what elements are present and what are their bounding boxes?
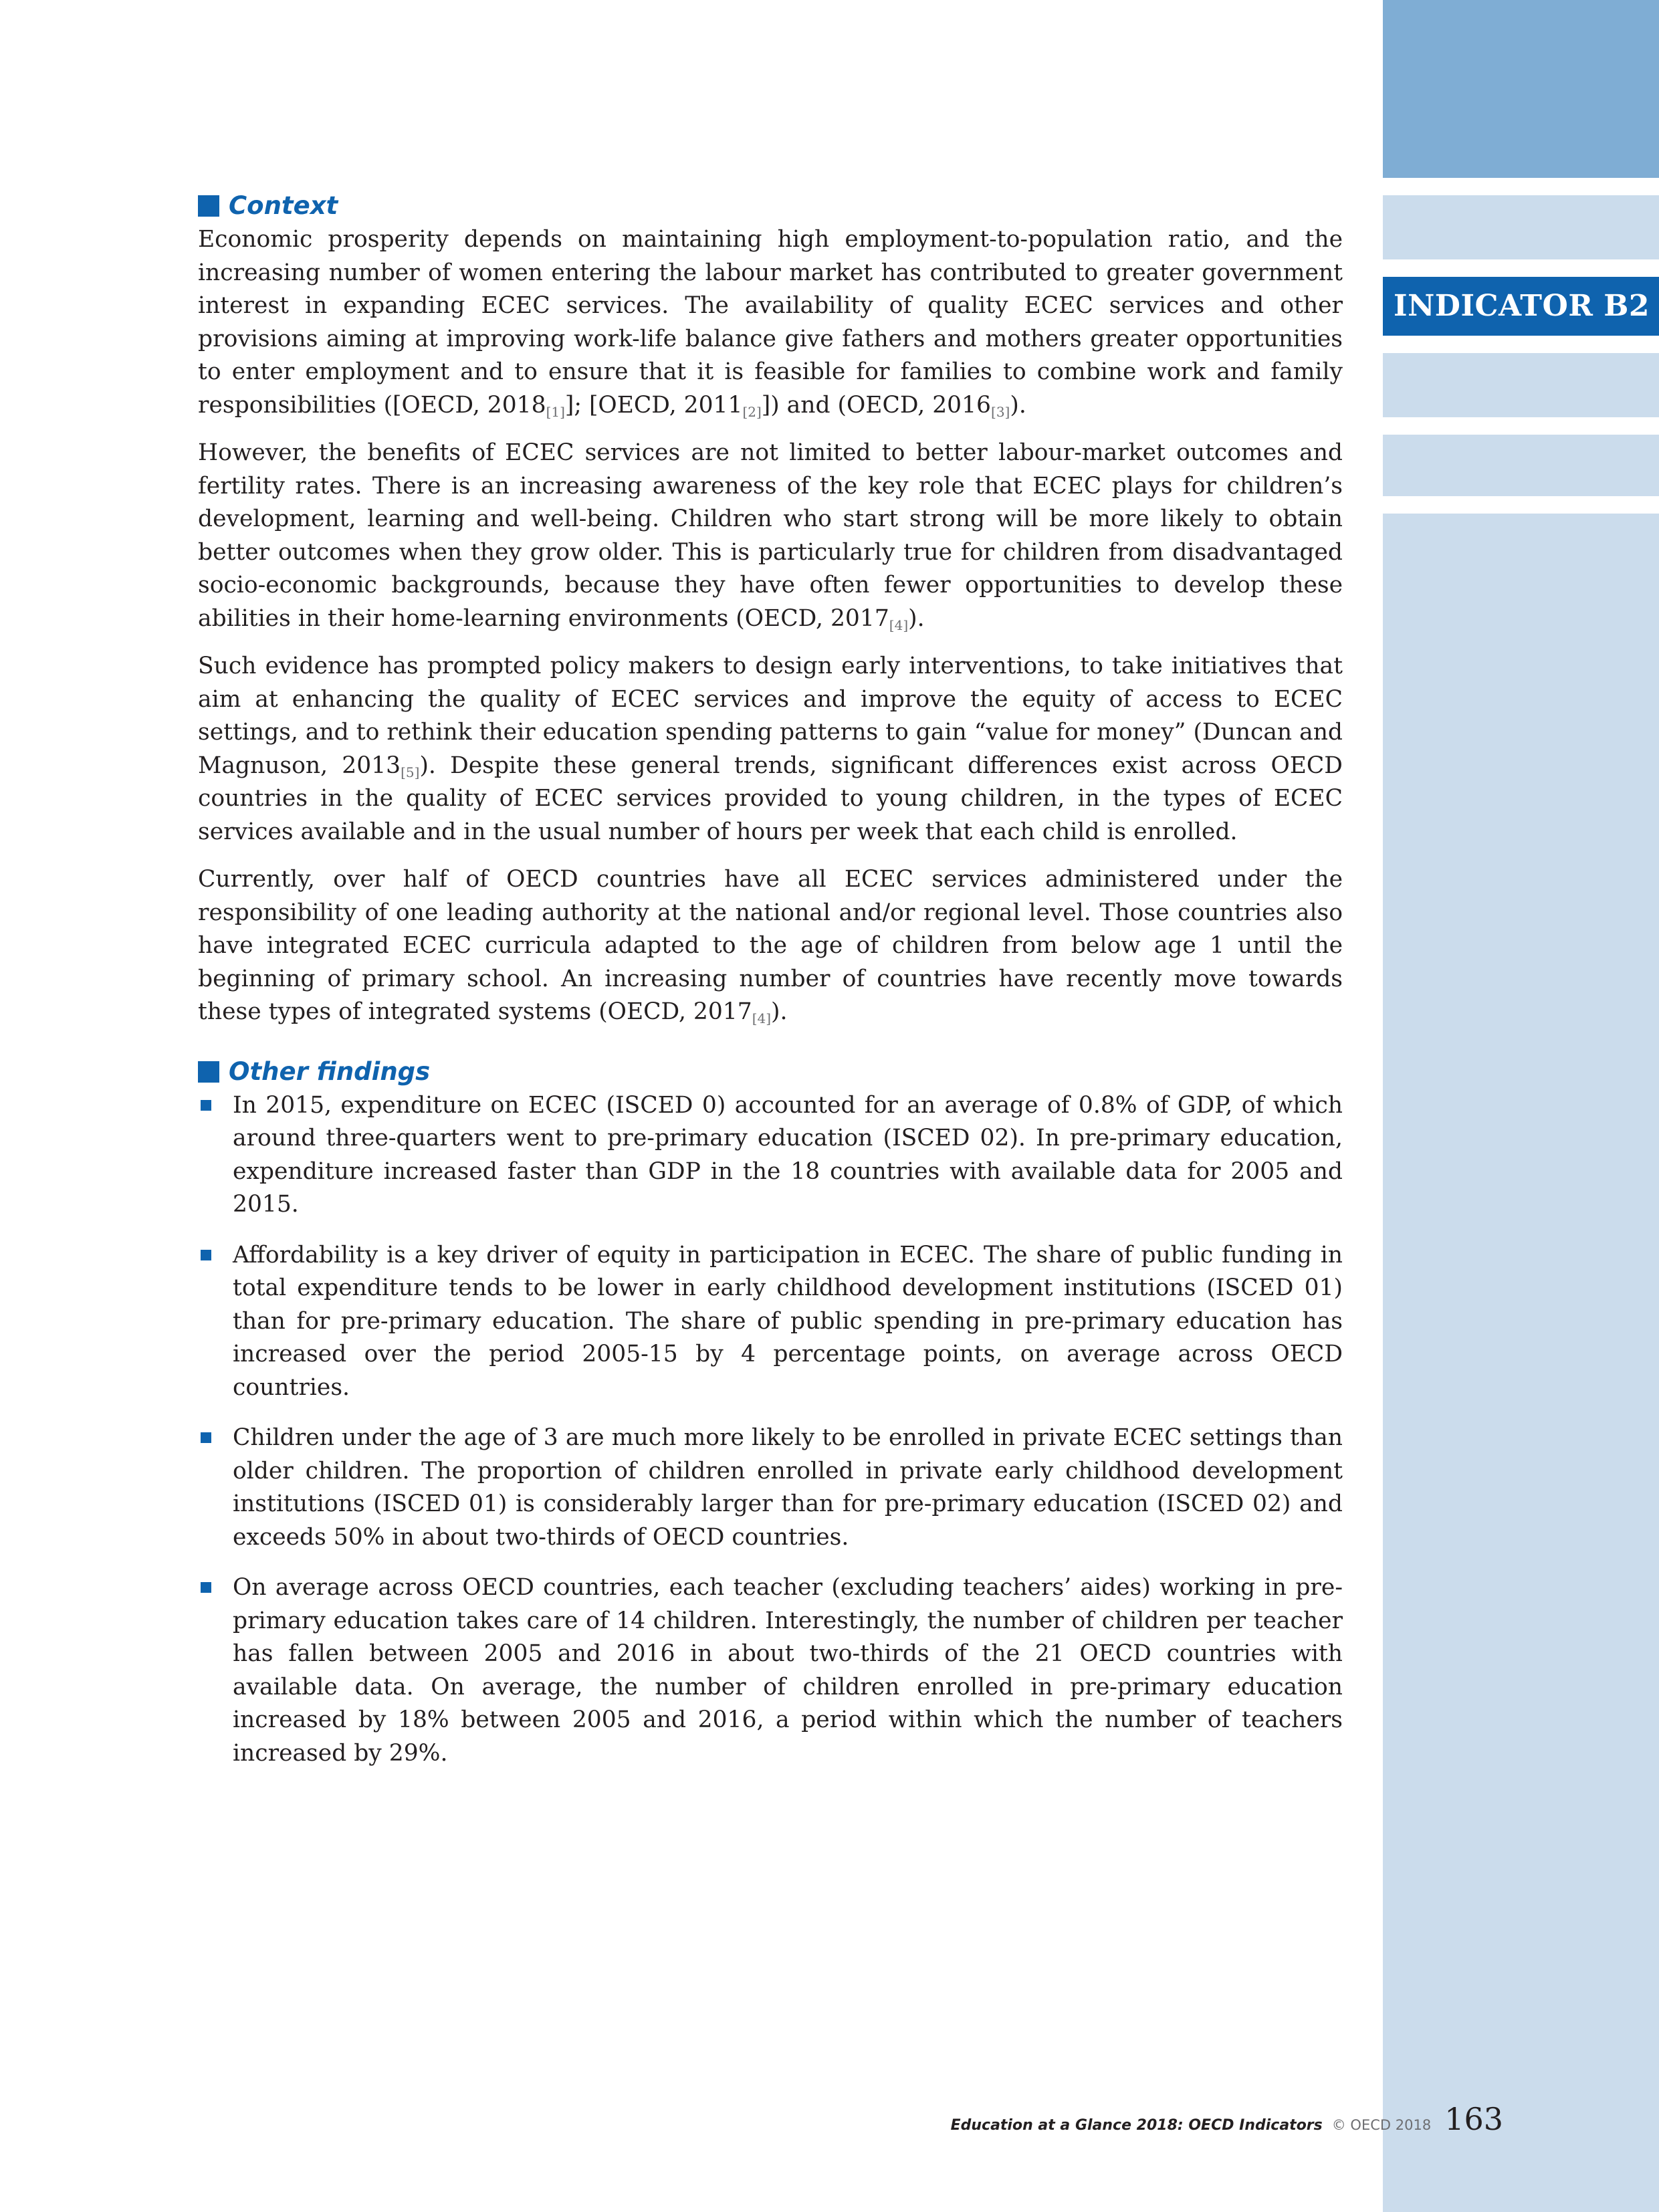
paragraph-text: Economic prosperity depends on maintaining high employment-to-population ratio, and the increasing number of women entering the labour market has contributed to greater government interest in expanding ECEC services. The availability of quality ECEC services and other provisions aiming at improving work-life balance give fathers and mothers greater opportunities to enter employment and to ensure that it is feasible for families to combine work and family responsibilities ([OECD, 2018: [198, 226, 1343, 419]
sidebar-divider: [1383, 496, 1659, 514]
finding-item: [198, 1571, 1343, 1770]
context-section: [198, 223, 1343, 1029]
page-footer: [869, 2101, 1503, 2141]
finding-item: [198, 1422, 1343, 1554]
indicator-label: INDICATOR B2: [1383, 277, 1659, 336]
page-number: 163: [1444, 2101, 1503, 2137]
sidebar-divider: [1383, 417, 1659, 435]
findings-list: [198, 1089, 1343, 1771]
paragraph-text: ). Despite these general trends, significant differences exist across OECD countries in the quality of ECEC services provided to young children, in the types of ECEC services available and in the usual number of hours per week that each child is enrolled.: [198, 752, 1343, 845]
sidebar-divider: [1383, 259, 1659, 277]
reference-marker: [5]: [401, 764, 420, 780]
paragraph-text: Currently, over half of OECD countries have all ECEC services administered under the responsibility of one leading authority at the national and/or regional level. Those countries also have integrated ECEC curricula adapted to the age of children from below age 1 until the beginning of primary school. An increasing number of countries have recently move towards these types of integrated systems (OECD, 2017: [198, 866, 1343, 1025]
heading-square-icon: [198, 195, 219, 217]
publication-title: Education at a Glance 2018: OECD Indicators: [950, 2117, 1323, 2134]
context-paragraph: [198, 437, 1343, 635]
paragraph-text: ]) and (OECD, 2016: [761, 391, 992, 419]
bullet-square-icon: [201, 1100, 211, 1111]
finding-item: [198, 1089, 1343, 1222]
bullet-square-icon: [201, 1250, 211, 1260]
sidebar-divider: [1383, 336, 1659, 353]
reference-marker: [3]: [991, 403, 1010, 420]
reference-marker: [4]: [889, 617, 909, 633]
reference-marker: [2]: [742, 403, 762, 420]
paragraph-text: However, the benefits of ECEC services are not limited to better labour-market outcomes and fertility rates. There is an increasing awareness of the key role that ECEC plays for children’s development, learning and well-being. Children who start strong will be more likely to obtain better outcomes when they grow older. This is particularly true for children from disadvantaged socio-economic backgrounds, because they have often fewer opportunities to develop these abilities in their home-learning environments (OECD, 2017: [198, 439, 1343, 632]
heading-square-icon: [198, 1061, 219, 1083]
context-paragraph: [198, 223, 1343, 422]
paragraph-text: ).: [908, 604, 925, 632]
paragraph-text: ).: [1010, 391, 1026, 419]
main-content: [198, 190, 1343, 1787]
bullet-square-icon: [201, 1582, 211, 1593]
finding-item: [198, 1239, 1343, 1405]
finding-text: Affordability is a key driver of equity in participation in ECEC. The share of public funding in total expenditure tends to be lower in early childhood development institutions (ISCED 01) than for pre-primary education. The share of public spending in pre-primary education has increased over the period 2005-15 by 4 percentage points, on average across OECD countries.: [233, 1241, 1343, 1401]
finding-text: Children under the age of 3 are much more likely to be enrolled in private ECEC settings than older children. The proportion of children enrolled in private early childhood development institutions (ISCED 01) is considerably larger than for pre-primary education (ISCED 02) and exceeds 50% in about two-thirds of OECD countries.: [233, 1424, 1343, 1551]
context-heading: [198, 190, 1343, 222]
bullet-square-icon: [201, 1432, 211, 1443]
context-paragraph: [198, 863, 1343, 1029]
context-heading-text: Context: [229, 191, 338, 220]
sidebar-divider: [1383, 178, 1659, 195]
other-findings-heading-text: Other findings: [229, 1057, 431, 1086]
sidebar-top-block: [1383, 0, 1659, 178]
finding-text: On average across OECD countries, each teacher (excluding teachers’ aides) working in pre-primary education takes care of 14 children. Interestingly, the number of children per teacher has fallen between 2005 and 2016 in about two-thirds of the 21 OECD countries with available data. On average, the number of children enrolled in pre-primary education increased by 18% between 2005 and 2016, a period within which the number of teachers increased by 29%.: [233, 1574, 1343, 1767]
reference-marker: [1]: [546, 403, 565, 420]
paragraph-text: Such evidence has prompted policy makers to design early interventions, to take initiatives that aim at enhancing the quality of ECEC services and improve the equity of access to ECEC settings, and to rethink their education spending patterns to gain “value for money” (Duncan and Magnuson, 2013: [198, 653, 1343, 779]
paragraph-text: ]; [OECD, 2011: [564, 391, 743, 419]
finding-text: In 2015, expenditure on ECEC (ISCED 0) accounted for an average of 0.8% of GDP, of which around three-quarters went to pre-primary education (ISCED 02). In pre-primary education, expenditure increased faster than GDP in the 18 countries with available data for 2005 and 2015.: [233, 1091, 1343, 1218]
copyright: © OECD 2018: [1331, 2117, 1432, 2133]
other-findings-heading: [198, 1056, 1343, 1088]
reference-marker: [4]: [752, 1010, 772, 1026]
paragraph-text: ).: [771, 998, 788, 1025]
context-paragraph: [198, 650, 1343, 849]
